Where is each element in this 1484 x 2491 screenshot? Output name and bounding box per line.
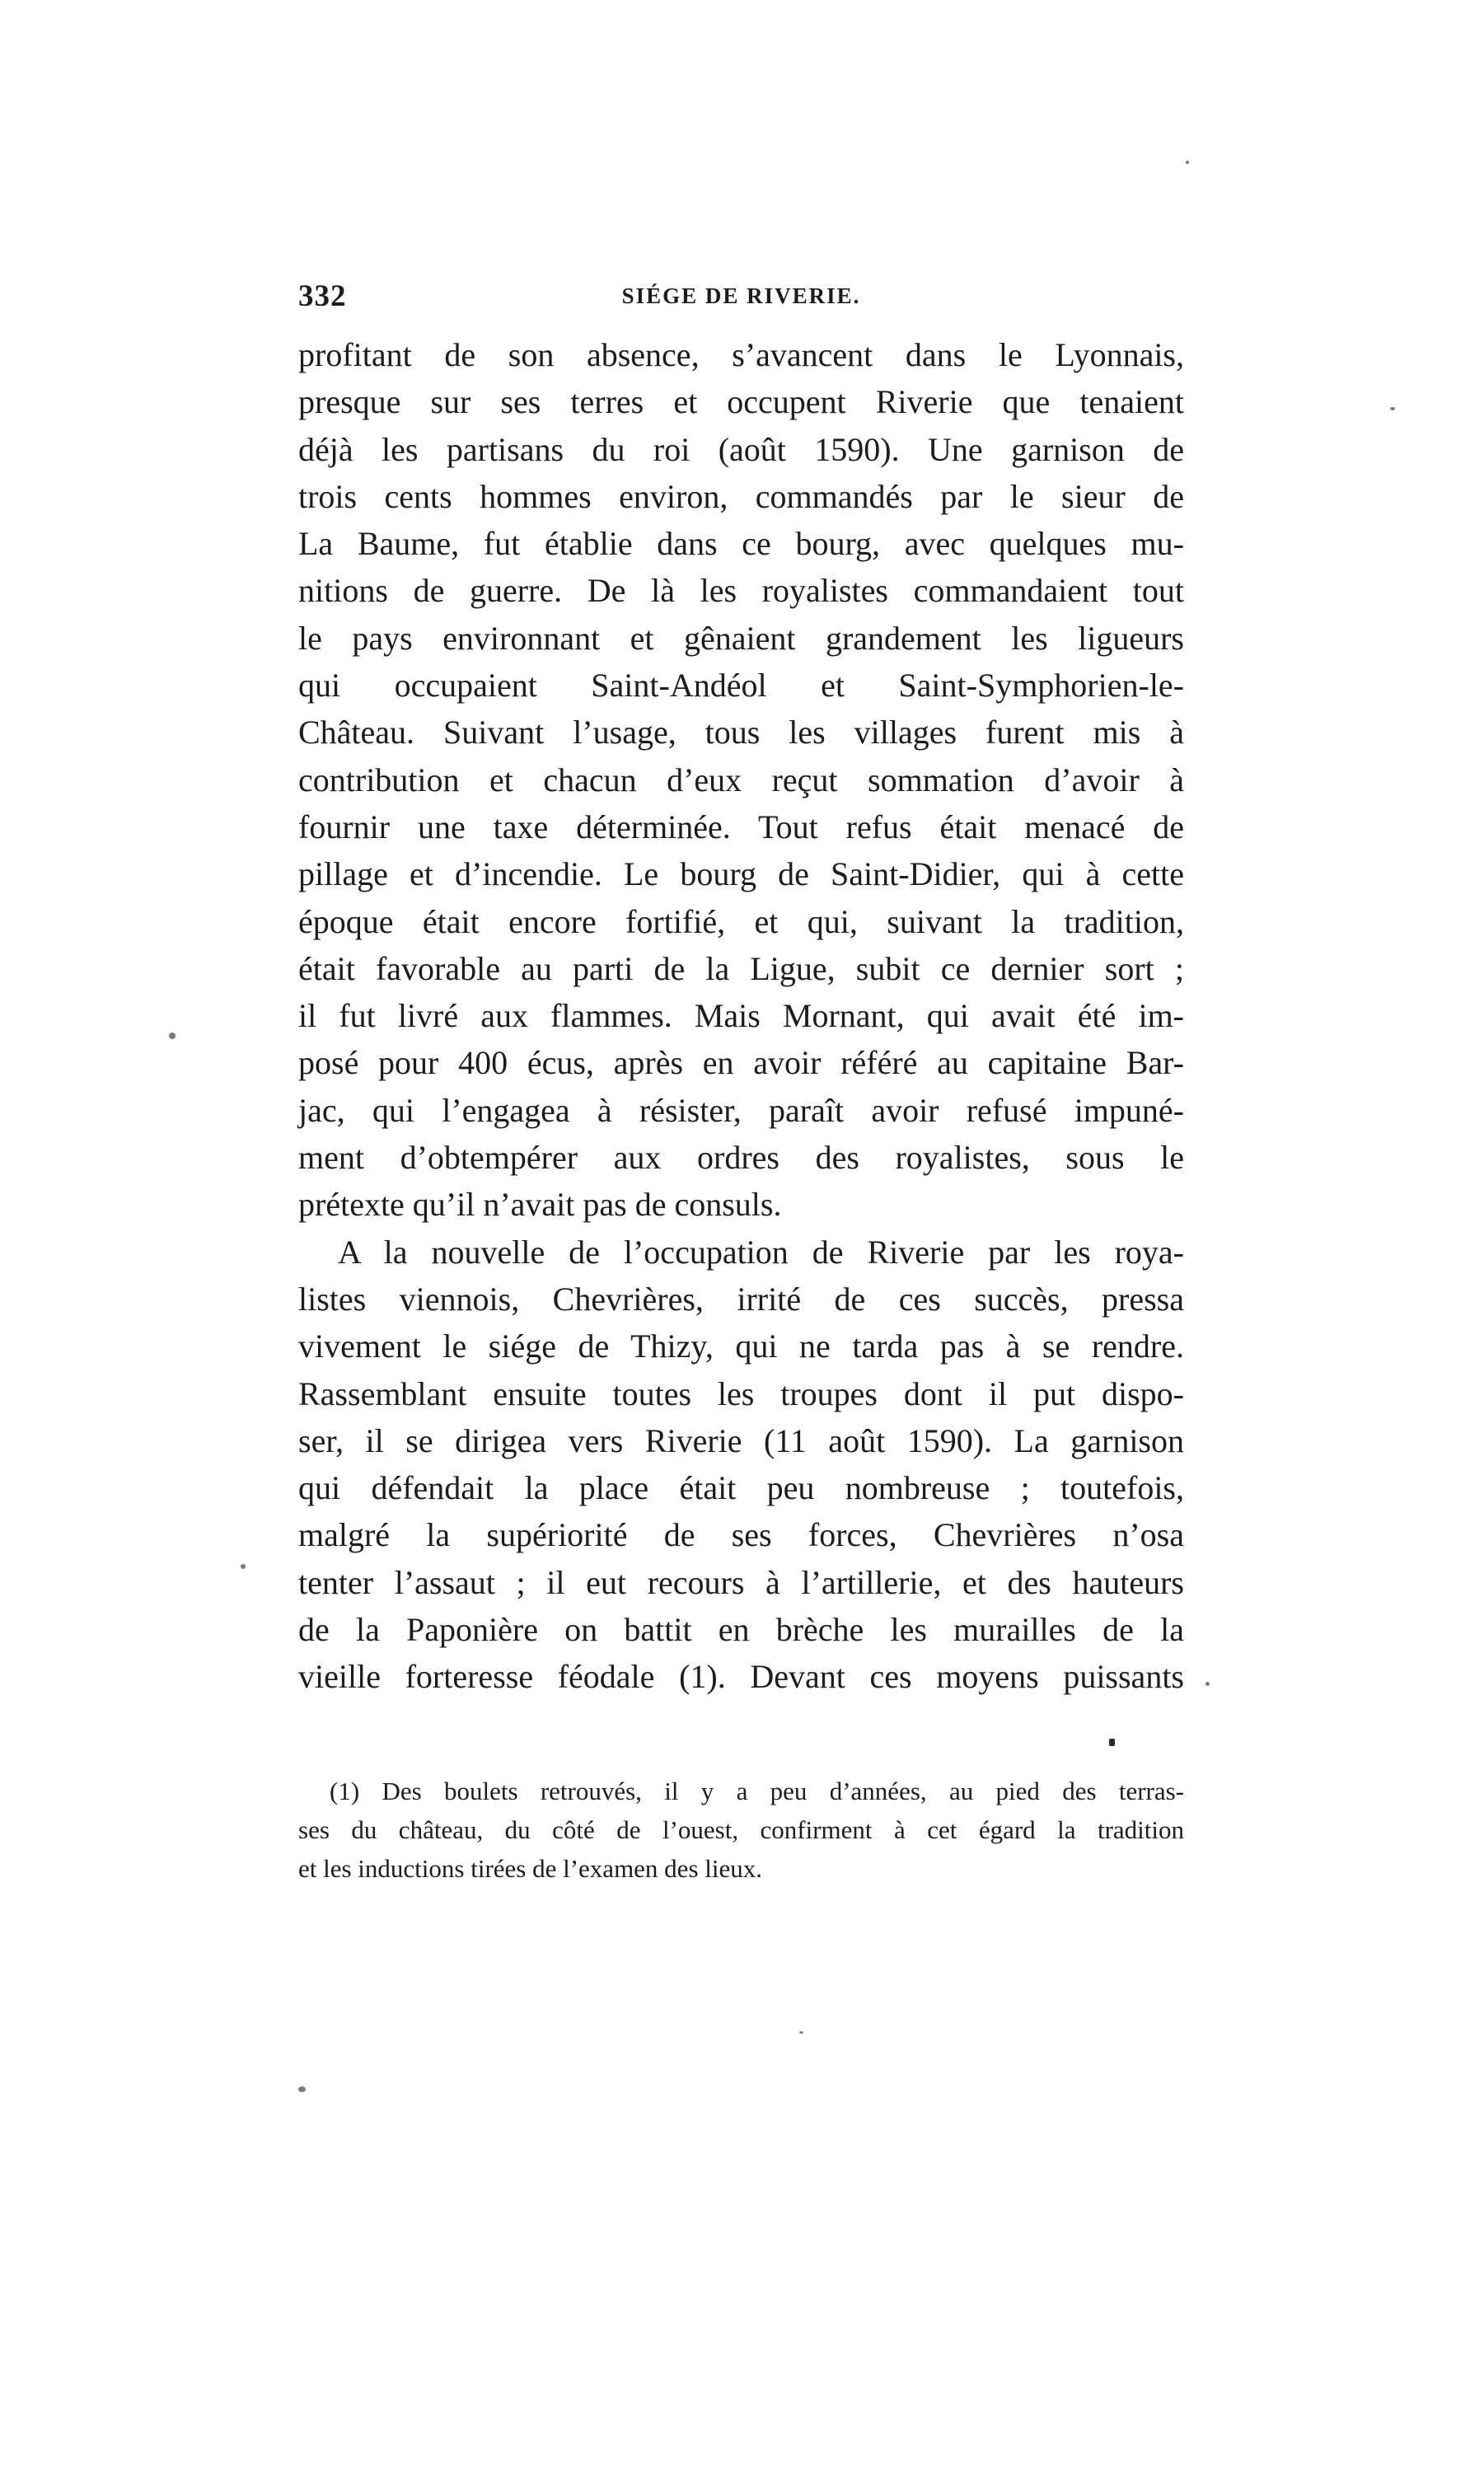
text-line: listes viennois, Chevrières, irrité de ces succès, pressa (298, 1280, 1184, 1318)
text-line: Château. Suivant l’usage, tous les villages furent mis à (298, 714, 1184, 752)
text-line: était favorable au parti de la Ligue, subit ce dernier sort ; (298, 949, 1184, 987)
footnote-divider-mark (1109, 1739, 1115, 1746)
footnote-line: ses du château, du côté de l’ouest, confirment à cet égard la tradition (298, 1815, 1184, 1844)
text-line: malgré la supériorité de ses forces, Chevrières n’osa (298, 1516, 1184, 1554)
scan-speck (1205, 1682, 1210, 1686)
text-line: époque était encore fortifié, et qui, suivant la tradition, (298, 902, 1184, 940)
scan-speck (241, 1564, 246, 1569)
page-number: 332 (298, 279, 347, 313)
text-line: vieille forteresse féodale (1). Devant ces moyens puissants (298, 1658, 1184, 1696)
scan-speck (1390, 407, 1395, 410)
text-line: contribution et chacun d’eux reçut sommation d’avoir à (298, 761, 1184, 798)
paragraph-end-line: prétexte qu’il n’avait pas de consuls. (298, 1186, 782, 1224)
text-line: vivement le siége de Thizy, qui ne tarda pas à se rendre. (298, 1327, 1184, 1365)
text-line: pillage et d’incendie. Le bourg de Saint-Didier, qui à cette (298, 855, 1184, 893)
text-line: de la Paponière on battit en brèche les murailles de la (298, 1611, 1184, 1649)
footnote (298, 1772, 1184, 1888)
scan-speck (799, 2031, 803, 2034)
text-line: profitant de son absence, s’avancent dans le Lyonnais, (298, 336, 1184, 373)
footnote-line: (1) Des boulets retrouvés, il y a peu d’années, au pied des terras- (330, 1777, 1184, 1805)
text-line: jac, qui l’engagea à résister, paraît avoir refusé impuné- (298, 1091, 1184, 1129)
text-line: nitions de guerre. De là les royalistes commandaient tout (298, 572, 1184, 610)
text-line: posé pour 400 écus, après en avoir référé au capitaine Bar- (298, 1044, 1184, 1082)
footnote-line: et les inductions tirées de l’examen des lieux. (298, 1854, 762, 1883)
scan-speck (298, 2086, 306, 2092)
page-header (298, 279, 1184, 320)
text-line: qui défendait la place était peu nombreuse ; toutefois, (298, 1469, 1184, 1507)
text-line: le pays environnant et gênaient grandement les ligueurs (298, 619, 1184, 657)
scan-speck (1186, 161, 1189, 164)
text-line: ser, il se dirigea vers Riverie (11 août 1590). La garnison (298, 1421, 1184, 1459)
text-line: trois cents hommes environ, commandés par le sieur de (298, 477, 1184, 515)
text-line: tenter l’assaut ; il eut recours à l’artillerie, et des hauteurs (298, 1563, 1184, 1601)
text-line: il fut livré aux flammes. Mais Mornant, qui avait été im- (298, 997, 1184, 1035)
main-text (298, 331, 1184, 1701)
text-line: presque sur ses terres et occupent Riverie que tenaient (298, 383, 1184, 421)
scan-speck (169, 1032, 176, 1039)
text-line: fournir une taxe déterminée. Tout refus était menacé de (298, 808, 1184, 845)
text-line: déjà les partisans du roi (août 1590). Une garnison de (298, 430, 1184, 468)
text-line: qui occupaient Saint-Andéol et Saint-Symphorien-le- (298, 667, 1184, 705)
paragraph-start-line: A la nouvelle de l’occupation de Riverie par les roya- (338, 1233, 1184, 1271)
text-line: Rassemblant ensuite toutes les troupes dont il put dispo- (298, 1374, 1184, 1412)
running-title: SIÉGE DE RIVERIE. (621, 283, 861, 308)
text-line: ment d’obtempérer aux ordres des royalistes, sous le (298, 1139, 1184, 1177)
text-line: La Baume, fut établie dans ce bourg, avec quelques mu- (298, 525, 1184, 563)
